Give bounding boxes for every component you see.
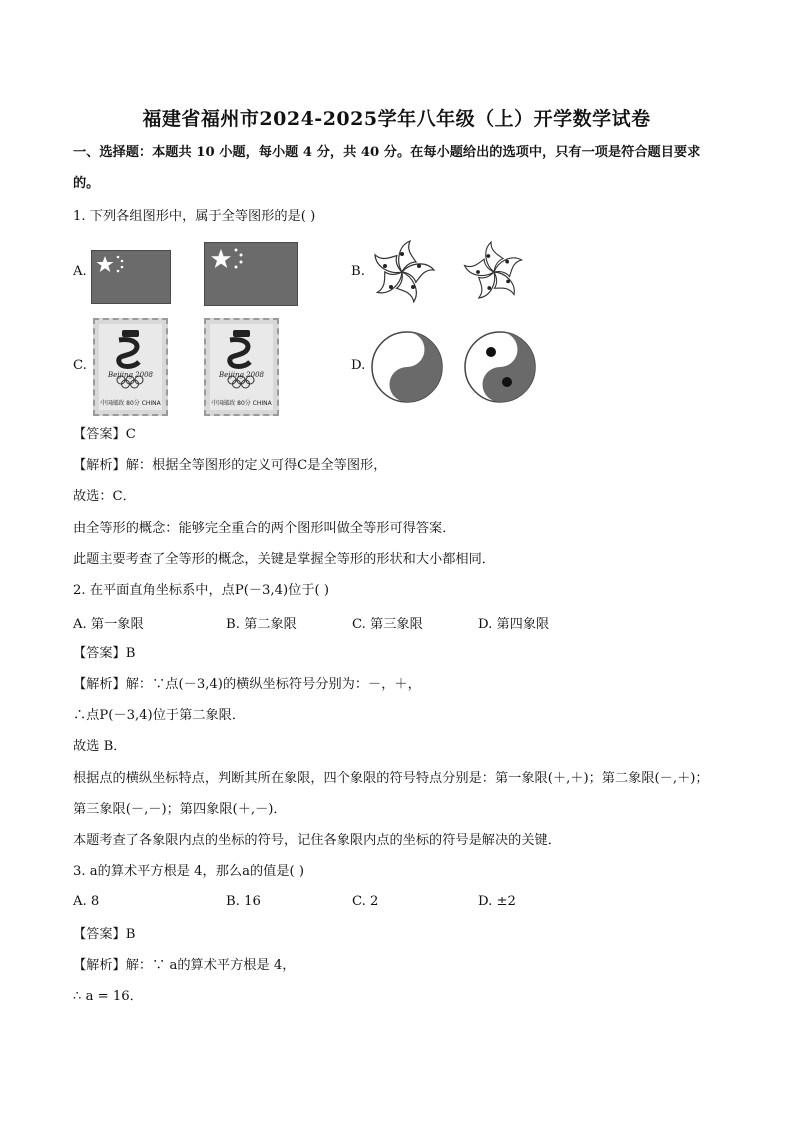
q2-answer: 【答案】B bbox=[73, 646, 136, 661]
q1-stamp-1-caption: 中国邮政 80分 CHINA bbox=[100, 400, 161, 407]
q3-option-a: A. 8 bbox=[73, 894, 100, 909]
q2-choose: 故选 B． bbox=[73, 739, 127, 754]
q1-bauhinia-1 bbox=[368, 238, 436, 306]
q2-option-d: D. 第四象限 bbox=[478, 617, 550, 632]
q3-stem: 3. a的算术平方根是 4，那么a的值是( ) bbox=[73, 864, 304, 879]
q2-stem: 2. 在平面直角坐标系中，点P(－3,4)位于( ) bbox=[73, 583, 330, 598]
q2-note-1: 根据点的横纵坐标特点，判断其所在象限，四个象限的符号特点分别是：第一象限(＋,＋)；第二象限(－,＋)； bbox=[73, 771, 709, 786]
q1-stamp-2-subtitle: Beijing 2008 bbox=[219, 371, 264, 379]
q3-answer: 【答案】B bbox=[73, 927, 136, 942]
q1-answer: 【答案】C bbox=[73, 427, 136, 442]
q2-note-3: 本题考查了各象限内点的坐标的符号，记住各象限内点的坐标的符号是解决的关键． bbox=[73, 833, 561, 848]
q1-choose: 故选：C． bbox=[73, 489, 136, 504]
q3-option-b: B. 16 bbox=[226, 894, 261, 909]
q1-stamp-2 bbox=[204, 318, 279, 416]
q1-analysis: 【解析】解：根据全等图形的定义可得C是全等图形， bbox=[73, 458, 387, 473]
q3-option-d: D. ±2 bbox=[478, 894, 516, 909]
q1-option-a-label: A. bbox=[73, 264, 87, 279]
q3-option-c: C. 2 bbox=[352, 894, 379, 909]
q1-bauhinia-2 bbox=[462, 240, 526, 304]
page-title: 福建省福州市2024-2025学年八年级（上）开学数学试卷 bbox=[142, 108, 651, 130]
q3-therefore: ∴ a = 16． bbox=[73, 989, 143, 1004]
q1-note-2: 此题主要考查了全等形的概念，关键是掌握全等形的形状和大小都相同． bbox=[73, 552, 495, 567]
q1-stamp-1 bbox=[93, 318, 168, 416]
q1-flag-large bbox=[204, 242, 298, 306]
q1-stem: 1. 下列各组图形中，属于全等图形的是( ) bbox=[73, 209, 316, 224]
section-heading-line2: 的。 bbox=[73, 176, 100, 191]
q1-note-1: 由全等形的概念：能够完全重合的两个图形叫做全等形可得答案． bbox=[73, 521, 456, 536]
q2-option-c: C. 第三象限 bbox=[352, 617, 423, 632]
q1-option-d-label: D. bbox=[351, 358, 366, 373]
q2-note-2: 第三象限(－,－)；第四象限(＋,－)． bbox=[73, 802, 287, 817]
q1-option-c-label: C. bbox=[73, 358, 87, 373]
q1-stamp-2-caption: 中国邮政 80分 CHINA bbox=[211, 400, 272, 407]
q1-option-b-label: B. bbox=[351, 264, 365, 279]
q1-yinyang-1 bbox=[370, 330, 444, 404]
q2-therefore: ∴点P(－3,4)位于第二象限． bbox=[73, 708, 246, 723]
q1-yinyang-2 bbox=[463, 330, 537, 404]
q1-flag-small bbox=[91, 250, 171, 304]
q3-analysis: 【解析】解：∵ a的算术平方根是 4， bbox=[73, 958, 296, 973]
q2-analysis: 【解析】解：∵点(－3,4)的横纵坐标符号分别为：－，＋， bbox=[73, 677, 421, 692]
q2-option-b: B. 第二象限 bbox=[226, 617, 297, 632]
q2-option-a: A. 第一象限 bbox=[73, 617, 144, 632]
q1-stamp-1-subtitle: Beijing 2008 bbox=[108, 371, 153, 379]
section-heading-line1: 一、选择题：本题共 10 小题，每小题 4 分，共 40 分。在每小题给出的选项中，只有一项是符合题目要求 bbox=[73, 145, 701, 160]
